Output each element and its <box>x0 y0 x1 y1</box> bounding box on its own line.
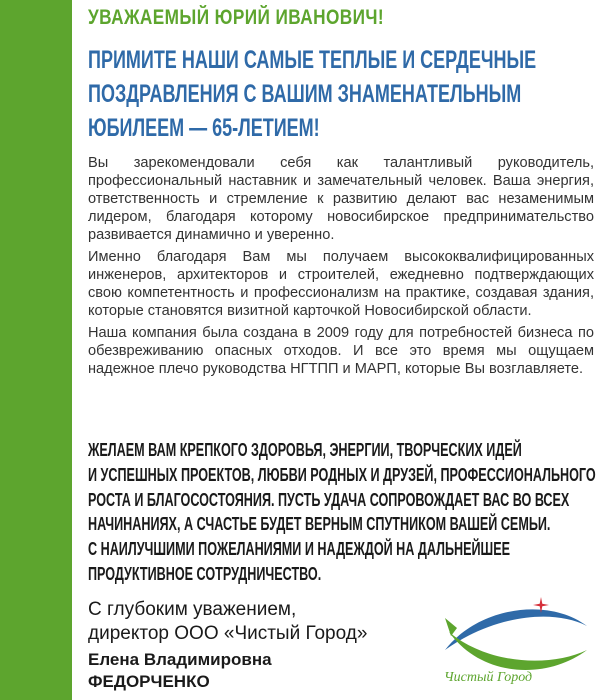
signature <box>88 598 367 692</box>
headline-line: ЮБИЛЕЕМ — 65-ЛЕТИЕМ! <box>88 114 320 142</box>
paragraph: Именно благодаря Вам мы получаем высококвалифицированных инженеров, архитекторов и строителей, ежедневно подтверждающих свою компетентность и профессионализм на практике, создавая здания, которые становятся визитной карточкой Новосибирской области. <box>88 249 594 319</box>
logo-caption: Чистый Город <box>444 670 533 685</box>
signature-name: Елена Владимировна <box>88 650 272 669</box>
wishes-line: С НАИЛУЧШИМИ ПОЖЕЛАНИЯМИ И НАДЕЖДОЙ НА ДАЛЬНЕЙШЕЕ <box>88 539 511 560</box>
headline-line: ПОЗДРАВЛЕНИЯ С ВАШИМ ЗНАМЕНАТЕЛЬНЫМ <box>88 80 522 108</box>
wishes-line: ЖЕЛАЕМ ВАМ КРЕПКОГО ЗДОРОВЬЯ, ЭНЕРГИИ, ТВОРЧЕСКИХ ИДЕЙ <box>88 440 522 460</box>
signature-position: директор ООО «Чистый Город» <box>88 623 368 644</box>
headline <box>88 43 537 145</box>
signature-surname: ФЕДОРЧЕНКО <box>88 672 210 691</box>
signature-closing: С глубоким уважением, <box>88 599 297 620</box>
headline-line: ПРИМИТЕ НАШИ САМЫЕ ТЕПЛЫЕ И СЕРДЕЧНЫЕ <box>88 46 537 74</box>
left-green-bar <box>0 0 72 700</box>
paragraph: Наша компания была создана в 2009 году для потребностей бизнеса по обезвреживанию опасных отходов. И все это время мы ощущаем надежное плечо руководства НГТПП и МАРП, которые Вы возглавляете. <box>88 325 594 377</box>
paragraph: Вы зарекомендовали себя как талантливый руководитель, профессиональный наставник и замечательный человек. Ваша энергия, ответственность и стремление к развитию делают вас незаменимым лидером, благодаря которому новосибирское предпринимательство развивается динамично и уверенно. <box>88 155 594 243</box>
wishes-line: НАЧИНАНИЯХ, А СЧАСТЬЕ БУДЕТ ВЕРНЫМ СПУТНИКОМ ВАШЕЙ СЕМЬИ. <box>88 514 551 535</box>
wishes-block <box>88 438 596 587</box>
logo-green-arc <box>449 632 587 670</box>
wishes-line: РОСТА И БЛАГОСОСТОЯНИЯ. ПУСТЬ УДАЧА СОПРОВОЖДАЕТ ВАС ВО ВСЕХ <box>88 489 570 510</box>
wishes-line: И УСПЕШНЫХ ПРОЕКТОВ, ЛЮБВИ РОДНЫХ И ДРУЗЕЙ, ПРОФЕССИОНАЛЬНОГО <box>88 464 596 485</box>
body-text <box>88 154 594 382</box>
wishes-line: ПРОДУКТИВНОЕ СОТРУДНИЧЕСТВО. <box>88 563 322 584</box>
greeting: УВАЖАЕМЫЙ ЮРИЙ ИВАНОВИЧ! <box>88 6 385 29</box>
logo-green-tail <box>445 618 457 636</box>
